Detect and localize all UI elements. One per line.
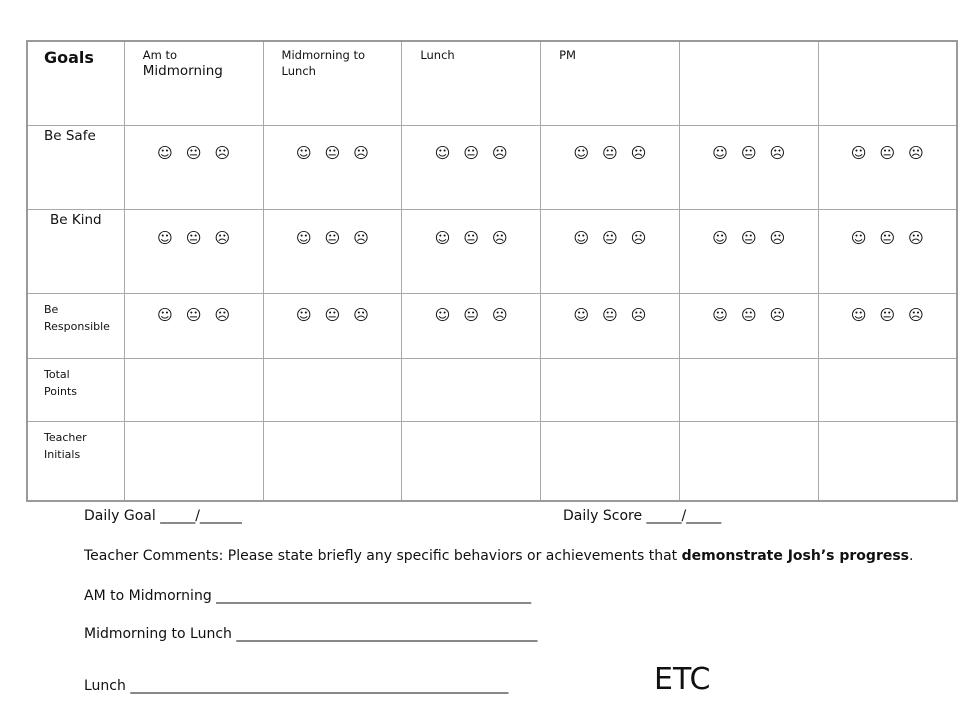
entry-cell[interactable] — [818, 359, 957, 422]
happy-face-icon[interactable]: ☺ — [434, 144, 451, 162]
sad-face-icon[interactable]: ☹ — [769, 306, 786, 324]
face-rating-group — [541, 144, 679, 162]
neutral-face-icon[interactable]: 😐 — [602, 229, 618, 247]
happy-face-icon[interactable]: ☺ — [434, 229, 451, 247]
face-rating-group — [819, 229, 956, 247]
face-rating-group — [680, 144, 818, 162]
sad-face-icon[interactable]: ☹ — [908, 306, 924, 324]
neutral-face-icon[interactable]: 😐 — [879, 229, 896, 247]
column-header-line: Midmorning — [142, 63, 223, 79]
chart-row — [27, 359, 957, 422]
rating-cell[interactable] — [818, 126, 957, 210]
face-rating-group — [680, 229, 818, 247]
face-rating-group — [680, 306, 818, 324]
neutral-face-icon[interactable]: 😐 — [879, 306, 896, 324]
rating-cell[interactable] — [402, 210, 541, 294]
column-header-line: Am to — [142, 48, 178, 62]
rating-cell[interactable] — [679, 210, 818, 294]
rating-cell[interactable] — [818, 294, 957, 359]
sad-face-icon[interactable]: ☹ — [353, 229, 369, 247]
rating-cell[interactable] — [679, 126, 818, 210]
row-label-line: Points — [44, 385, 78, 398]
row-label-cell — [27, 126, 124, 210]
face-rating-group — [264, 144, 402, 162]
face-rating-group — [125, 229, 263, 247]
face-rating-group — [819, 144, 956, 162]
sad-face-icon[interactable]: ☹ — [353, 306, 369, 324]
goals-title: Goals — [44, 48, 94, 67]
neutral-face-icon[interactable]: 😐 — [185, 229, 202, 247]
happy-face-icon[interactable]: ☺ — [157, 144, 173, 162]
happy-face-icon[interactable]: ☺ — [850, 306, 867, 324]
rating-cell[interactable] — [541, 210, 680, 294]
entry-cell[interactable] — [679, 359, 818, 422]
sad-face-icon[interactable]: ☹ — [630, 306, 647, 324]
rating-cell[interactable] — [263, 210, 402, 294]
entry-cell[interactable] — [541, 359, 680, 422]
neutral-face-icon[interactable]: 😐 — [185, 306, 202, 324]
rating-cell[interactable] — [679, 294, 818, 359]
row-label-line: Be Safe — [44, 128, 96, 144]
daily-goal-line[interactable]: Daily Goal _____/______ — [84, 508, 242, 524]
neutral-face-icon[interactable]: 😐 — [324, 229, 341, 247]
entry-cell[interactable] — [818, 422, 957, 502]
neutral-face-icon[interactable]: 😐 — [463, 229, 480, 247]
row-label-line: Be — [44, 303, 59, 316]
happy-face-icon[interactable]: ☺ — [573, 229, 590, 247]
sad-face-icon[interactable]: ☹ — [214, 144, 231, 162]
rating-cell[interactable] — [541, 126, 680, 210]
goals-header-cell — [27, 41, 124, 126]
neutral-face-icon[interactable]: 😐 — [602, 306, 618, 324]
row-label-line: Be Kind — [50, 212, 102, 228]
happy-face-icon[interactable]: ☺ — [157, 229, 173, 247]
midmorning-comment-line[interactable]: Midmorning to Lunch ___________________________________________ — [84, 626, 538, 642]
entry-cell[interactable] — [124, 422, 263, 502]
column-header-line: Lunch — [281, 64, 316, 78]
entry-cell[interactable] — [679, 422, 818, 502]
column-header — [541, 41, 680, 126]
rating-cell[interactable] — [263, 294, 402, 359]
happy-face-icon[interactable]: ☺ — [850, 229, 867, 247]
sad-face-icon[interactable]: ☹ — [908, 229, 924, 247]
entry-cell[interactable] — [263, 422, 402, 502]
happy-face-icon[interactable]: ☺ — [157, 306, 173, 324]
neutral-face-icon[interactable]: 😐 — [740, 229, 757, 247]
row-label-line: Teacher — [44, 431, 87, 444]
sad-face-icon[interactable]: ☹ — [214, 229, 231, 247]
row-label-cell — [27, 294, 124, 359]
sad-face-icon[interactable]: ☹ — [630, 144, 647, 162]
neutral-face-icon[interactable]: 😐 — [740, 306, 757, 324]
sad-face-icon[interactable]: ☹ — [492, 306, 508, 324]
teacher-comments — [84, 548, 913, 564]
chart-row — [27, 126, 957, 210]
face-rating-group — [402, 229, 540, 247]
column-header — [124, 41, 263, 126]
entry-cell[interactable] — [402, 422, 541, 502]
neutral-face-icon[interactable]: 😐 — [740, 144, 757, 162]
happy-face-icon[interactable]: ☺ — [850, 144, 867, 162]
happy-face-icon[interactable]: ☺ — [712, 306, 728, 324]
neutral-face-icon[interactable]: 😐 — [185, 144, 202, 162]
sad-face-icon[interactable]: ☹ — [630, 229, 647, 247]
rating-cell[interactable] — [263, 126, 402, 210]
column-header-label: PM — [559, 48, 576, 62]
rating-cell[interactable] — [124, 126, 263, 210]
column-header — [402, 41, 541, 126]
etc-label: ETC — [654, 662, 711, 697]
comments-period: . — [909, 548, 914, 564]
happy-face-icon[interactable]: ☺ — [434, 306, 451, 324]
column-header — [263, 41, 402, 126]
entry-cell[interactable] — [263, 359, 402, 422]
neutral-face-icon[interactable]: 😐 — [324, 306, 341, 324]
face-rating-group — [264, 306, 402, 324]
row-label-cell — [27, 359, 124, 422]
face-rating-group — [541, 306, 679, 324]
column-header-label — [282, 47, 402, 79]
rating-cell[interactable] — [818, 210, 957, 294]
happy-face-icon[interactable]: ☺ — [295, 306, 312, 324]
sad-face-icon[interactable]: ☹ — [492, 229, 508, 247]
row-label-line: Initials — [44, 448, 81, 461]
sad-face-icon[interactable]: ☹ — [353, 144, 369, 162]
face-rating-group — [541, 229, 679, 247]
row-label-cell — [27, 210, 124, 294]
sad-face-icon[interactable]: ☹ — [214, 306, 231, 324]
entry-cell[interactable] — [402, 359, 541, 422]
am-comment-line[interactable]: AM to Midmorning _____________________________________________ — [84, 588, 532, 604]
row-label-cell — [27, 422, 124, 502]
face-rating-group — [402, 306, 540, 324]
face-rating-group — [264, 229, 402, 247]
sad-face-icon[interactable]: ☹ — [908, 144, 924, 162]
row-label-line: Total — [44, 368, 70, 381]
comments-emphasis: demonstrate Josh’s progress — [681, 548, 910, 564]
column-header-label — [143, 47, 263, 79]
daily-score-line[interactable]: Daily Score _____/_____ — [563, 508, 722, 524]
happy-face-icon[interactable]: ☺ — [712, 229, 728, 247]
row-label-line: Responsible — [44, 320, 110, 333]
rating-cell[interactable] — [402, 294, 541, 359]
comments-text: Teacher Comments: Please state briefly any specific behaviors or achievements that — [84, 548, 682, 564]
happy-face-icon[interactable]: ☺ — [712, 144, 728, 162]
happy-face-icon[interactable]: ☺ — [573, 144, 590, 162]
lunch-comment-line[interactable]: Lunch ______________________________________________________ — [84, 678, 509, 694]
column-header-empty — [679, 41, 818, 126]
neutral-face-icon[interactable]: 😐 — [602, 144, 618, 162]
rating-cell[interactable] — [541, 294, 680, 359]
face-rating-group — [402, 144, 540, 162]
row-label — [50, 212, 124, 228]
face-rating-group — [125, 306, 263, 324]
row-label — [44, 429, 124, 463]
column-header-empty — [818, 41, 957, 126]
column-header-line: Midmorning to — [281, 48, 365, 62]
neutral-face-icon[interactable]: 😐 — [879, 144, 896, 162]
entry-cell[interactable] — [541, 422, 680, 502]
happy-face-icon[interactable]: ☺ — [295, 229, 312, 247]
rating-cell[interactable] — [124, 210, 263, 294]
entry-cell[interactable] — [124, 359, 263, 422]
header-row — [27, 41, 957, 126]
face-rating-group — [125, 144, 263, 162]
neutral-face-icon[interactable]: 😐 — [463, 306, 480, 324]
happy-face-icon[interactable]: ☺ — [573, 306, 590, 324]
row-label — [44, 301, 124, 335]
sad-face-icon[interactable]: ☹ — [769, 229, 786, 247]
behavior-chart-table — [26, 40, 958, 502]
sad-face-icon[interactable]: ☹ — [492, 144, 508, 162]
row-label — [44, 366, 124, 400]
chart-row — [27, 210, 957, 294]
row-label — [44, 128, 124, 144]
face-rating-group — [819, 306, 956, 324]
column-header-label: Lunch — [420, 48, 455, 62]
rating-cell[interactable] — [124, 294, 263, 359]
chart-row — [27, 422, 957, 502]
sad-face-icon[interactable]: ☹ — [769, 144, 786, 162]
neutral-face-icon[interactable]: 😐 — [463, 144, 480, 162]
neutral-face-icon[interactable]: 😐 — [324, 144, 341, 162]
chart-row — [27, 294, 957, 359]
happy-face-icon[interactable]: ☺ — [295, 144, 312, 162]
rating-cell[interactable] — [402, 126, 541, 210]
